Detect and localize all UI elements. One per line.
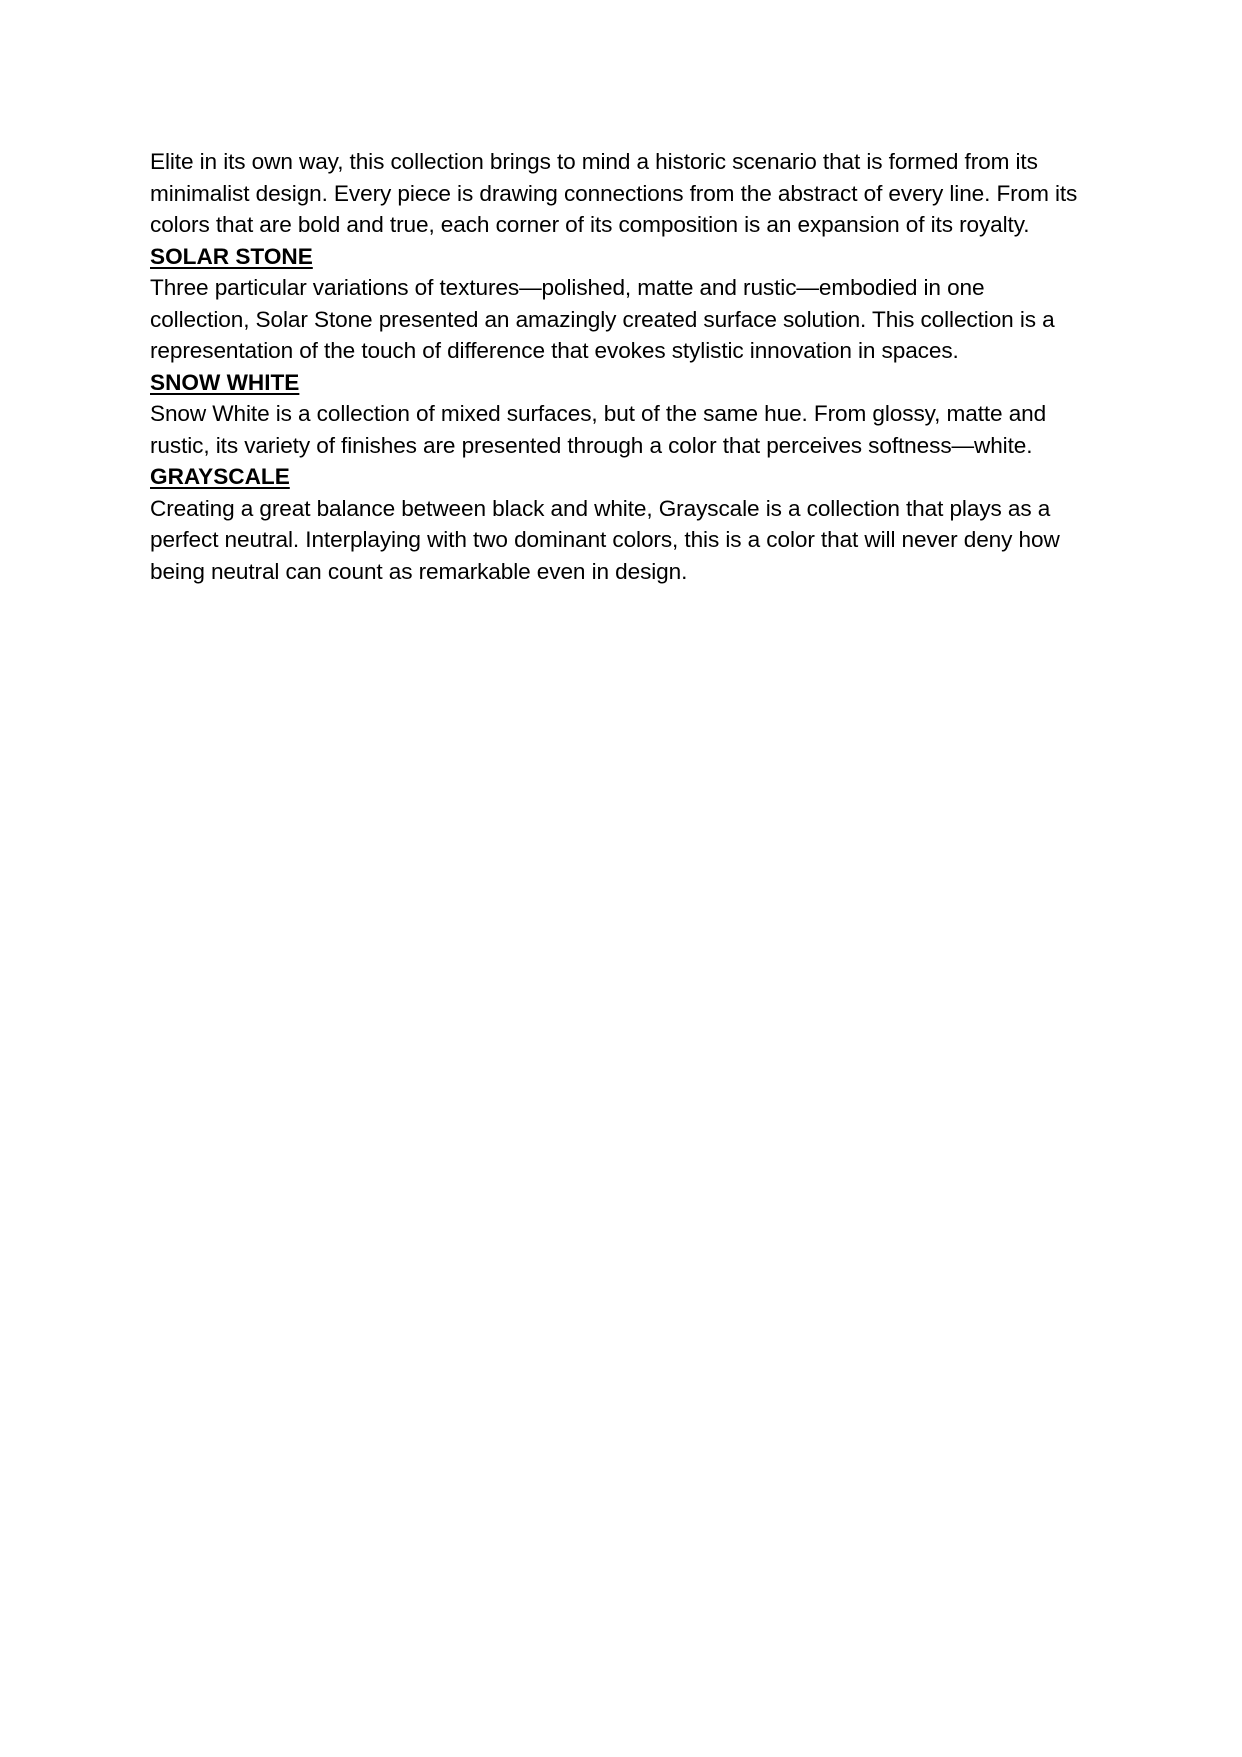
paragraph-snow-white: Snow White is a collection of mixed surfaces, but of the same hue. From glossy, matte and rustic, its variety of finishes are presented through a color that perceives softness—white.: [150, 401, 1047, 458]
paragraph-solar-stone: Three particular variations of textures—polished, matte and rustic—embodied in one collection, Solar Stone presented an amazingly created surface solution. This collection is a representation of the touch of difference that evokes stylistic innovation in spaces.: [150, 275, 1055, 363]
heading-grayscale: GRAYSCALE: [150, 464, 290, 489]
paragraph-grayscale: Creating a great balance between black and white, Grayscale is a collection that plays as a perfect neutral. Interplaying with two dominant colors, this is a color that will never deny how being neutral can count as remarkable even in design.: [150, 495, 1060, 584]
heading-snow-white: SNOW WHITE: [150, 369, 300, 395]
document-body: [150, 146, 1090, 587]
intro-paragraph: Elite in its own way, this collection brings to mind a historic scenario that is formed from its minimalist design. Every piece is drawing connections from the abstract of every line. From its colors that are bold and true, each corner of its composition is an expansion of its royalty.: [150, 149, 1078, 237]
heading-solar-stone: SOLAR STONE: [150, 243, 313, 269]
